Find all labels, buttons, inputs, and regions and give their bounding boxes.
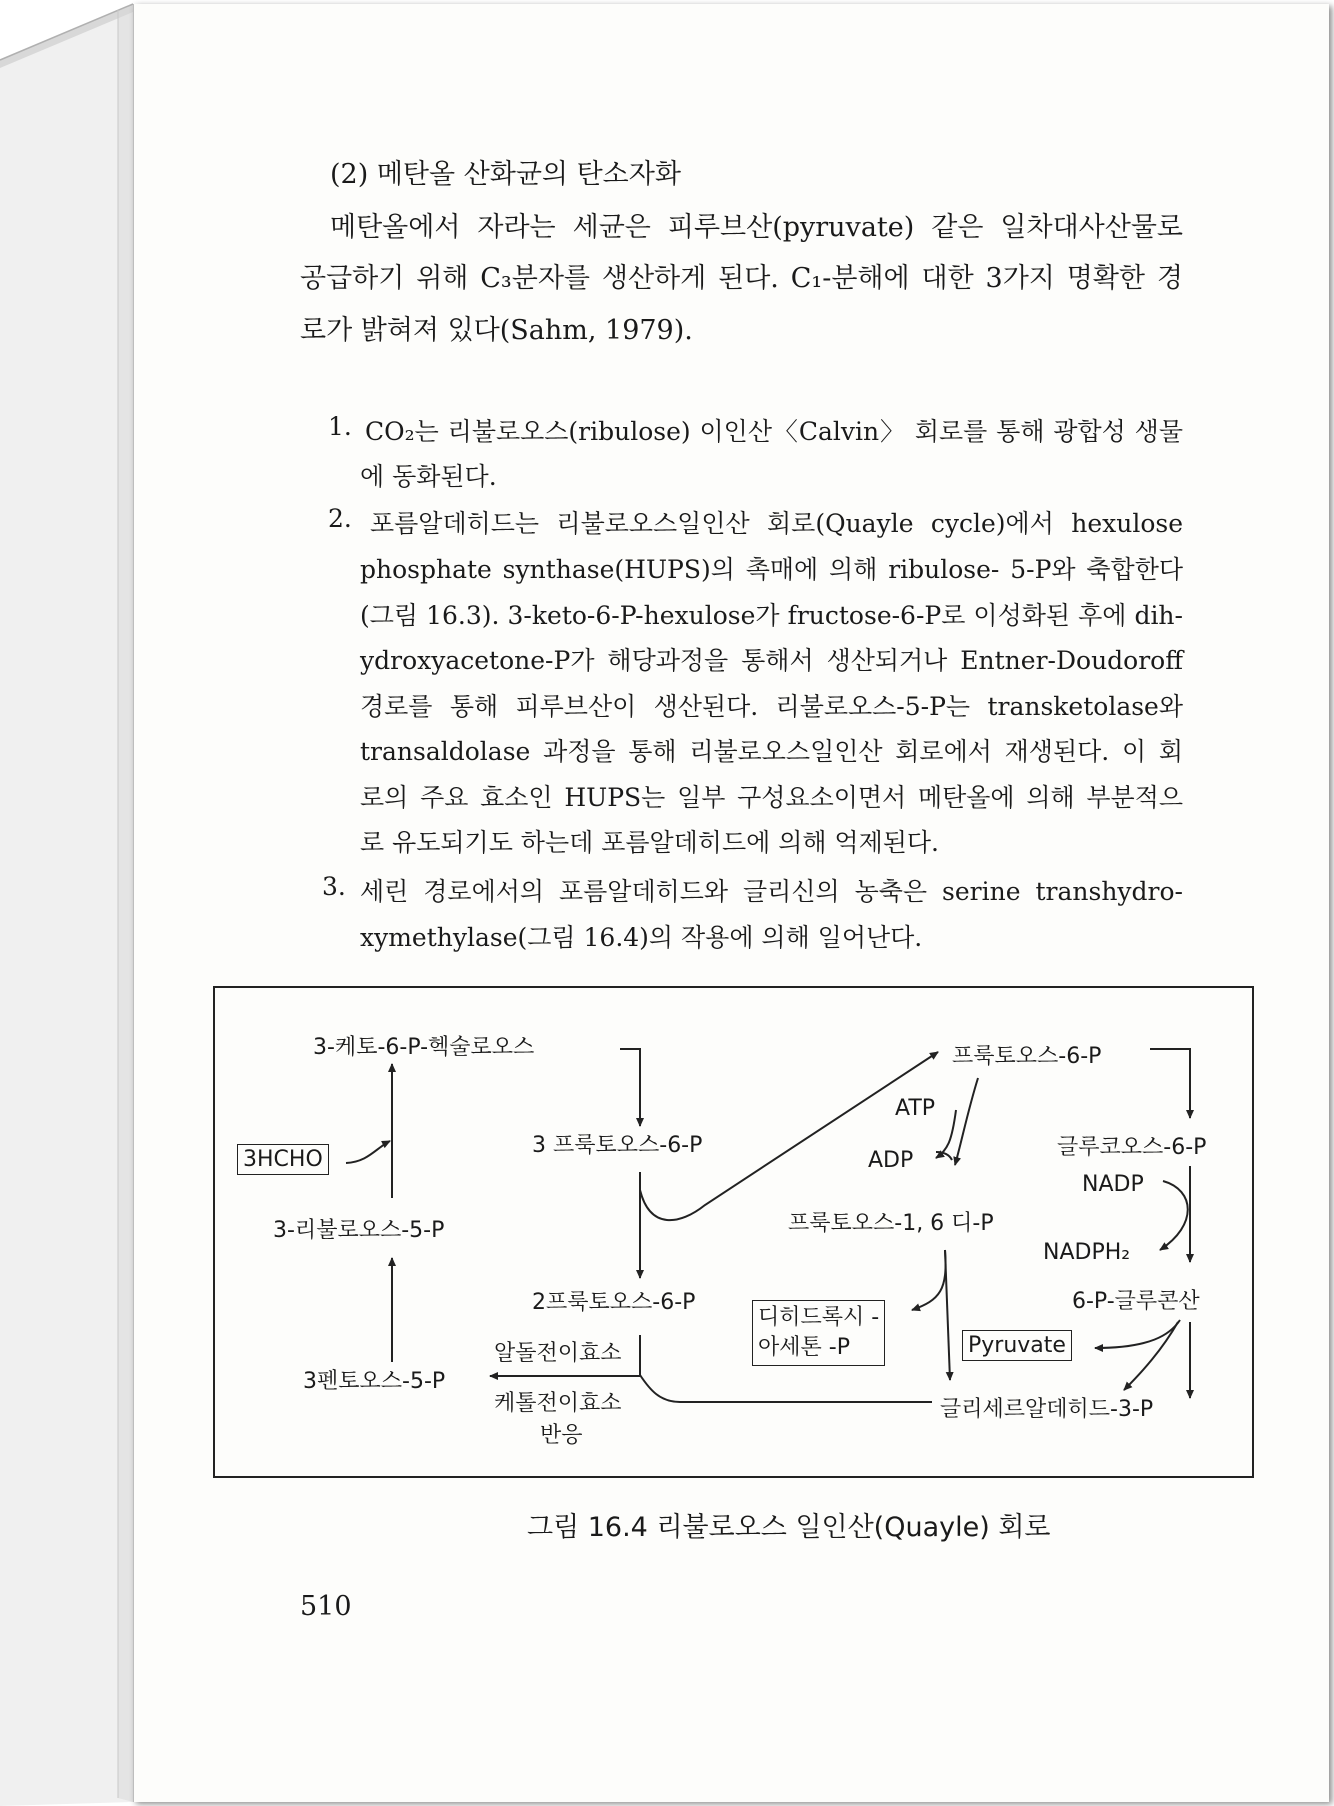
item-number: 3. xyxy=(322,872,346,901)
item-number: 2. xyxy=(328,504,352,533)
figure-caption: 그림 16.4 리불로오스 일인산(Quayle) 회로 xyxy=(527,1512,1051,1543)
nadp-label: NADP xyxy=(1082,1172,1144,1197)
item-line: 세린 경로에서의 포름알데히드와 글리신의 농축은 serine transhydro- xyxy=(360,877,1183,906)
paragraph-line: 로가 밝혀져 있다(Sahm, 1979). xyxy=(300,315,693,346)
item-line: ydroxyacetone-P가 해당과정을 통해서 생산되거나 Entner-Doudoroff xyxy=(360,646,1183,675)
fructose6p-3-label: 3 프룩토오스-6-P xyxy=(532,1133,703,1158)
item-line: phosphate synthase(HUPS)의 촉매에 의해 ribulose- 5-P와 축합한다 xyxy=(360,555,1183,584)
gluconate6p-label: 6-P-글루콘산 xyxy=(1072,1289,1200,1314)
hcho-label: 3HCHO xyxy=(237,1144,329,1175)
nadph2-label: NADPH₂ xyxy=(1043,1240,1131,1265)
aldolase-label: 알돌전이효소 xyxy=(494,1341,622,1366)
paragraph-line: 공급하기 위해 C₃분자를 생산하게 된다. C₁-분해에 대한 3가지 명확한 경 xyxy=(300,263,1183,294)
dhap-line2: 아세톤 -P xyxy=(758,1335,850,1360)
pentose5p-label: 3펜토오스-5-P xyxy=(303,1369,446,1394)
item-line: 경로를 통해 피루브산이 생산된다. 리불로오스-5-P는 transketolase와 xyxy=(360,692,1183,721)
ketolase-label: 케톨전이효소 xyxy=(494,1391,622,1416)
keto-hexulose-label: 3-케토-6-P-헥술로오스 xyxy=(313,1035,535,1060)
section-heading: (2) 메탄올 산화균의 탄소자화 xyxy=(330,159,681,190)
item-line: transaldolase 과정을 통해 리불로오스일인산 회로에서 재생된다. 이 회 xyxy=(360,737,1183,766)
fructose6p-top-label: 프룩토오스-6-P xyxy=(952,1044,1102,1069)
ribulose5p-label: 3-리불로오스-5-P xyxy=(273,1218,445,1243)
pyruvate-box: Pyruvate xyxy=(962,1330,1072,1361)
item-line: 포름알데히드는 리불로오스일인산 회로(Quayle cycle)에서 hexulose xyxy=(370,509,1183,538)
item-line: CO₂는 리불로오스(ribulose) 이인산〈Calvin〉 회로를 통해 광합성 생물 xyxy=(365,417,1183,446)
item-line: (그림 16.3). 3-keto-6-P-hexulose가 fructose-6-P로 이성화된 후에 dih- xyxy=(360,601,1183,630)
glucose6p-label: 글루코오스-6-P xyxy=(1057,1135,1207,1160)
gap-label: 글리세르알데히드-3-P xyxy=(940,1397,1154,1422)
dhap-box xyxy=(752,1300,885,1366)
item-line: 로의 주요 효소인 HUPS는 일부 구성요소이면서 메탄올에 의해 부분적으 xyxy=(360,783,1183,812)
reaction-label: 반응 xyxy=(540,1423,583,1448)
item-line: 에 동화된다. xyxy=(360,462,497,491)
paragraph-line: 메탄올에서 자라는 세균은 피루브산(pyruvate) 같은 일차대사산물로 xyxy=(330,212,1183,243)
atp-label: ATP xyxy=(895,1096,936,1121)
page-number: 510 xyxy=(300,1591,352,1622)
item-line: xymethylase(그림 16.4)의 작용에 의해 일어난다. xyxy=(360,923,923,952)
fructose16dp-label: 프룩토오스-1, 6 디-P xyxy=(788,1211,994,1236)
fructose6p-2-label: 2프룩토오스-6-P xyxy=(532,1290,696,1315)
adp-label: ADP xyxy=(868,1148,914,1173)
dhap-line1: 디히드록시 - xyxy=(758,1305,880,1330)
item-line: 로 유도되기도 하는데 포름알데히드에 의해 억제된다. xyxy=(360,828,939,857)
item-number: 1. xyxy=(328,412,352,441)
